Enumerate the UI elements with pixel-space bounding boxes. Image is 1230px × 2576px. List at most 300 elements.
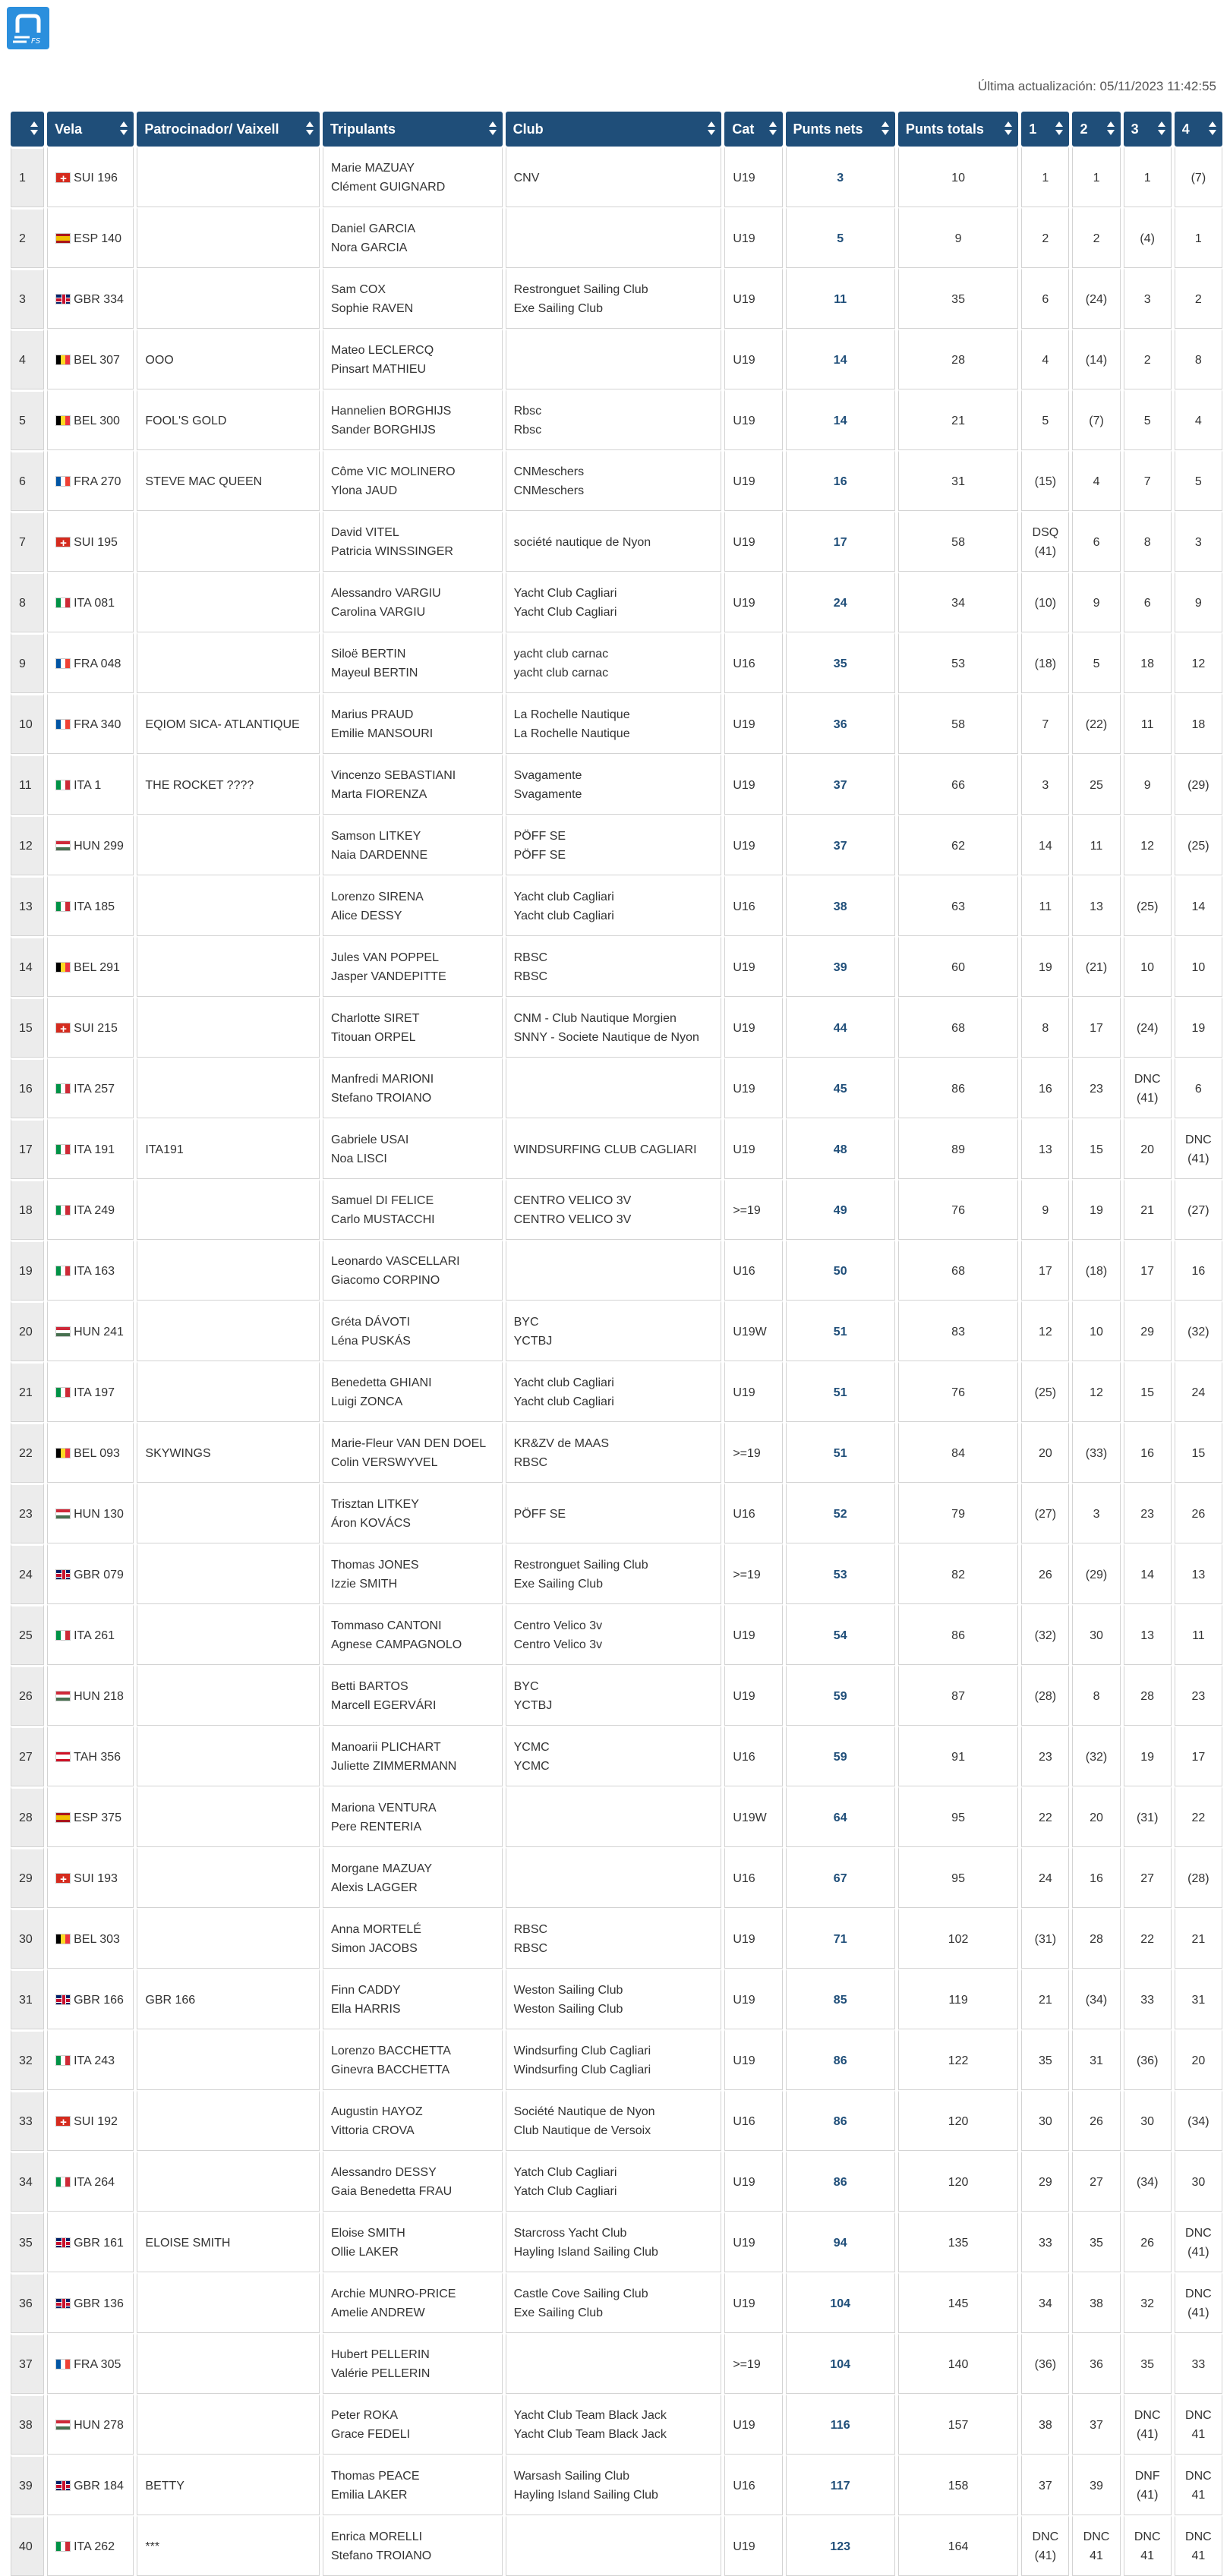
crew-cell xyxy=(323,754,503,815)
crew-member: Hubert PELLERIN xyxy=(331,2348,430,2361)
race-2-cell xyxy=(1072,2333,1120,2394)
race-1-cell xyxy=(1021,572,1069,632)
crew-member: Anna MORTELÉ xyxy=(331,1923,421,1936)
flag-icon xyxy=(55,2480,71,2491)
position-cell xyxy=(11,936,44,997)
crew-cell xyxy=(323,147,503,207)
sail-number: BEL 307 xyxy=(74,353,120,367)
race-score: 16 xyxy=(1038,1082,1052,1096)
position-value: 24 xyxy=(19,1568,33,1581)
sponsor-cell xyxy=(137,389,320,450)
category-cell xyxy=(724,450,782,511)
race-1-cell xyxy=(1021,1969,1069,2029)
race-1-cell xyxy=(1021,936,1069,997)
net-points-value: 59 xyxy=(833,1750,847,1764)
table-row[interactable] xyxy=(11,268,1222,329)
race-score: 14 xyxy=(1140,1568,1155,1581)
race-score: (36) xyxy=(1034,2357,1057,2371)
race-3-cell xyxy=(1124,1604,1172,1665)
race-score: 2 xyxy=(1042,232,1049,245)
race-1-cell xyxy=(1021,2029,1069,2090)
race-4-cell xyxy=(1175,2090,1222,2151)
position-value: 14 xyxy=(19,960,33,974)
race-2-cell xyxy=(1072,1847,1120,1908)
crew-member: Carolina VARGIU xyxy=(331,606,426,619)
crew-member: Peter ROKA xyxy=(331,2409,399,2422)
total-points-value: 31 xyxy=(951,475,965,488)
crew-member: Pinsart MATHIEU xyxy=(331,363,427,376)
table-row[interactable] xyxy=(11,511,1222,572)
net-points-cell xyxy=(786,1483,895,1543)
table-row[interactable] xyxy=(11,2029,1222,2090)
total-points-cell xyxy=(898,2151,1018,2212)
race-3-cell xyxy=(1124,754,1172,815)
race-score: (18) xyxy=(1034,657,1057,670)
sort-icon xyxy=(1004,121,1012,137)
race-score: (15) xyxy=(1034,475,1057,488)
total-points-cell xyxy=(898,1665,1018,1726)
race-1-cell xyxy=(1021,1908,1069,1969)
race-score: 27 xyxy=(1140,1871,1155,1885)
position-value: 4 xyxy=(19,353,26,367)
flag-icon xyxy=(55,2177,71,2187)
net-points-cell xyxy=(786,389,895,450)
table-row[interactable] xyxy=(11,329,1222,389)
crew-member: Colin VERSWYVEL xyxy=(331,1456,438,1469)
club-name: Exe Sailing Club xyxy=(513,302,604,315)
category-value: U19 xyxy=(733,292,755,306)
table-row[interactable] xyxy=(11,754,1222,815)
race-2-cell xyxy=(1072,1908,1120,1969)
net-points-cell xyxy=(786,754,895,815)
total-points-value: 76 xyxy=(951,1203,965,1217)
race-score: (27) xyxy=(1034,1507,1057,1521)
col-race-3[interactable]: 3 xyxy=(1124,112,1172,147)
category-value: U16 xyxy=(733,2114,755,2128)
position-cell xyxy=(11,1240,44,1301)
table-row[interactable] xyxy=(11,147,1222,207)
total-points-cell xyxy=(898,1908,1018,1969)
race-score: 19 xyxy=(1140,1750,1155,1764)
table-row[interactable] xyxy=(11,1483,1222,1543)
sponsor-cell xyxy=(137,2151,320,2212)
race-3-cell xyxy=(1124,815,1172,875)
race-score: 22 xyxy=(1191,1811,1206,1824)
position-value: 36 xyxy=(19,2297,33,2310)
club-cell xyxy=(506,2333,722,2394)
sail-cell xyxy=(47,632,134,693)
net-points-cell xyxy=(786,936,895,997)
total-points-value: 91 xyxy=(951,1750,965,1764)
race-3-cell xyxy=(1124,2212,1172,2272)
race-3-cell xyxy=(1124,147,1172,207)
position-cell xyxy=(11,1665,44,1726)
club-name: Restronguet Sailing Club xyxy=(513,1559,648,1572)
club-name: SNNY - Societe Nautique de Nyon xyxy=(513,1031,699,1044)
crew-cell xyxy=(323,1361,503,1422)
club-name: Yacht club Cagliari xyxy=(513,891,614,903)
total-points-cell xyxy=(898,1179,1018,1240)
net-points-value: 86 xyxy=(833,2054,847,2067)
race-3-cell xyxy=(1124,1422,1172,1483)
race-score: (14) xyxy=(1085,353,1108,367)
race-2-cell xyxy=(1072,936,1120,997)
race-4-cell xyxy=(1175,2151,1222,2212)
race-score: 12 xyxy=(1090,1386,1103,1399)
net-points-cell xyxy=(786,1058,895,1118)
position-value: 9 xyxy=(19,657,26,670)
total-points-value: 119 xyxy=(948,1993,968,2007)
sponsor-name: GBR 166 xyxy=(145,1993,196,2007)
category-cell xyxy=(724,2394,782,2455)
flag-icon xyxy=(55,1934,71,1944)
table-row[interactable] xyxy=(11,997,1222,1058)
category-cell xyxy=(724,2455,782,2515)
crew-cell xyxy=(323,875,503,936)
crew-cell xyxy=(323,511,503,572)
race-1-cell xyxy=(1021,997,1069,1058)
race-score: (32) xyxy=(1034,1629,1057,1642)
category-value: U19 xyxy=(733,1143,755,1156)
col-club[interactable]: Club xyxy=(506,112,722,147)
crew-cell xyxy=(323,1969,503,2029)
position-value: 38 xyxy=(19,2418,33,2432)
table-row[interactable] xyxy=(11,693,1222,754)
col-cat[interactable]: Cat xyxy=(724,112,782,147)
category-value: U19 xyxy=(733,1689,755,1703)
club-name: RBSC xyxy=(513,951,548,964)
col-crew[interactable]: Tripulants xyxy=(323,112,503,147)
table-row[interactable] xyxy=(11,1969,1222,2029)
sail-cell xyxy=(47,1969,134,2029)
position-value: 40 xyxy=(19,2540,33,2553)
total-points-value: 63 xyxy=(951,900,965,913)
sail-number: FRA 340 xyxy=(74,717,121,731)
race-3-cell xyxy=(1124,1908,1172,1969)
race-score: 7 xyxy=(1042,717,1049,731)
table-row[interactable] xyxy=(11,1908,1222,1969)
race-score: (33) xyxy=(1085,1446,1108,1460)
table-row[interactable] xyxy=(11,207,1222,268)
club-name: société nautique de Nyon xyxy=(513,535,651,549)
category-value: U19 xyxy=(733,2297,755,2310)
flag-icon xyxy=(55,1023,71,1033)
sail-cell xyxy=(47,1361,134,1422)
position-cell xyxy=(11,2212,44,2272)
crew-cell xyxy=(323,1240,503,1301)
table-row[interactable] xyxy=(11,1118,1222,1179)
race-3-cell xyxy=(1124,1240,1172,1301)
crew-cell xyxy=(323,268,503,329)
crew-member: Archie MUNRO-PRICE xyxy=(331,2288,456,2300)
race-2-cell xyxy=(1072,207,1120,268)
club-cell xyxy=(506,450,722,511)
sail-cell xyxy=(47,1847,134,1908)
club-name: CNMeschers xyxy=(513,484,585,497)
sort-icon xyxy=(769,121,777,137)
crew-member: Morgane MAZUAY xyxy=(331,1862,433,1875)
flag-icon xyxy=(55,537,71,547)
race-score: 30 xyxy=(1191,2175,1206,2189)
sail-cell xyxy=(47,1301,134,1361)
club-name: yacht club carnac xyxy=(513,648,609,661)
col-race-4[interactable]: 4 xyxy=(1175,112,1222,147)
logo-icon xyxy=(7,7,49,49)
table-row[interactable] xyxy=(11,1726,1222,1786)
club-name: RBSC xyxy=(513,1942,548,1955)
table-row[interactable] xyxy=(11,1179,1222,1240)
table-row[interactable] xyxy=(11,1786,1222,1847)
table-row[interactable] xyxy=(11,1543,1222,1604)
race-1-cell xyxy=(1021,2151,1069,2212)
sponsor-cell xyxy=(137,1179,320,1240)
race-2-cell xyxy=(1072,1240,1120,1301)
crew-cell xyxy=(323,2029,503,2090)
race-score: 13 xyxy=(1038,1143,1052,1156)
race-4-cell xyxy=(1175,1361,1222,1422)
race-4-cell xyxy=(1175,1543,1222,1604)
sponsor-cell xyxy=(137,997,320,1058)
table-row[interactable] xyxy=(11,1361,1222,1422)
sponsor-cell xyxy=(137,632,320,693)
position-cell xyxy=(11,632,44,693)
category-value: U19 xyxy=(733,1021,755,1035)
race-2-cell xyxy=(1072,1604,1120,1665)
sort-icon xyxy=(306,121,314,137)
total-points-cell xyxy=(898,2394,1018,2455)
crew-member: Emilie MANSOURI xyxy=(331,727,434,740)
flag-icon xyxy=(55,597,71,608)
race-score: 19 xyxy=(1038,960,1052,974)
club-name: Hayling Island Sailing Club xyxy=(513,2489,658,2502)
sail-cell xyxy=(47,1726,134,1786)
club-cell xyxy=(506,389,722,450)
table-row[interactable] xyxy=(11,2151,1222,2212)
table-row[interactable] xyxy=(11,1665,1222,1726)
race-score: 9 xyxy=(1194,596,1202,610)
position-cell xyxy=(11,2029,44,2090)
sort-icon xyxy=(30,121,38,137)
col-sail[interactable]: Vela xyxy=(47,112,134,147)
category-cell xyxy=(724,2272,782,2333)
position-cell xyxy=(11,2272,44,2333)
club-cell xyxy=(506,1908,722,1969)
position-value: 10 xyxy=(19,717,33,731)
table-row[interactable] xyxy=(11,875,1222,936)
race-score: 35 xyxy=(1090,2236,1103,2250)
table-row[interactable] xyxy=(11,2515,1222,2576)
col-net[interactable]: Punts nets xyxy=(786,112,895,147)
position-value: 12 xyxy=(19,839,33,853)
crew-member: Gabriele USAI xyxy=(331,1134,409,1146)
race-score: 20 xyxy=(1140,1143,1155,1156)
crew-member: Charlotte SIRET xyxy=(331,1012,420,1025)
race-4-cell xyxy=(1175,632,1222,693)
sail-number: HUN 278 xyxy=(74,2418,124,2432)
category-cell xyxy=(724,693,782,754)
race-score: 38 xyxy=(1090,2297,1103,2310)
net-points-value: 48 xyxy=(833,1143,847,1156)
category-value: U16 xyxy=(733,1264,755,1278)
position-cell xyxy=(11,2455,44,2515)
race-2-cell xyxy=(1072,1422,1120,1483)
flag-icon xyxy=(55,1873,71,1884)
race-score: 21 xyxy=(1191,1932,1206,1946)
table-row[interactable] xyxy=(11,1604,1222,1665)
total-points-value: 34 xyxy=(951,596,965,610)
table-row[interactable] xyxy=(11,1058,1222,1118)
category-cell xyxy=(724,1847,782,1908)
crew-member: Lorenzo BACCHETTA xyxy=(331,2045,451,2057)
total-points-value: 95 xyxy=(951,1811,965,1824)
sponsor-cell xyxy=(137,875,320,936)
club-cell xyxy=(506,1118,722,1179)
col-race-1[interactable]: 1 xyxy=(1021,112,1069,147)
race-2-cell xyxy=(1072,268,1120,329)
table-row[interactable] xyxy=(11,1422,1222,1483)
position-cell xyxy=(11,1604,44,1665)
race-3-cell xyxy=(1124,450,1172,511)
flag-icon xyxy=(55,2420,71,2430)
crew-member: Clément GUIGNARD xyxy=(331,181,446,194)
race-2-cell xyxy=(1072,1483,1120,1543)
crew-member: Tommaso CANTONI xyxy=(331,1619,442,1632)
table-row[interactable] xyxy=(11,2090,1222,2151)
position-value: 15 xyxy=(19,1021,33,1035)
race-score: 23 xyxy=(1090,1082,1103,1096)
race-2-cell xyxy=(1072,1118,1120,1179)
sail-cell xyxy=(47,1786,134,1847)
race-1-cell xyxy=(1021,1604,1069,1665)
race-4-cell xyxy=(1175,1908,1222,1969)
table-row[interactable] xyxy=(11,936,1222,997)
net-points-value: 44 xyxy=(833,1021,847,1035)
total-points-value: 79 xyxy=(951,1507,965,1521)
total-points-cell xyxy=(898,875,1018,936)
col-race-2[interactable]: 2 xyxy=(1072,112,1120,147)
total-points-cell xyxy=(898,511,1018,572)
crew-member: Manfredi MARIONI xyxy=(331,1073,434,1086)
total-points-cell xyxy=(898,207,1018,268)
table-row[interactable] xyxy=(11,389,1222,450)
race-4-cell xyxy=(1175,936,1222,997)
crew-member: Luigi ZONCA xyxy=(331,1395,403,1408)
race-3-cell xyxy=(1124,2333,1172,2394)
race-4-cell xyxy=(1175,1118,1222,1179)
race-3-cell xyxy=(1124,1179,1172,1240)
net-points-cell xyxy=(786,2090,895,2151)
table-row[interactable] xyxy=(11,2212,1222,2272)
sponsor-name: ITA191 xyxy=(145,1143,184,1156)
race-score: 9 xyxy=(1042,1203,1049,1217)
category-cell xyxy=(724,389,782,450)
crew-member: Alessandro VARGIU xyxy=(331,587,441,600)
race-3-cell xyxy=(1124,1665,1172,1726)
category-value: >=19 xyxy=(733,1446,761,1460)
flag-icon xyxy=(55,294,71,304)
col-sponsor[interactable]: Patrocinador/ Vaixell xyxy=(137,112,320,147)
race-1-cell xyxy=(1021,1179,1069,1240)
club-name: Svagamente xyxy=(513,788,582,801)
total-points-value: 95 xyxy=(951,1871,965,1885)
race-score: (32) xyxy=(1085,1750,1108,1764)
category-cell xyxy=(724,2029,782,2090)
club-name: Yacht Club Cagliari xyxy=(513,606,617,619)
total-points-value: 62 xyxy=(951,839,965,853)
race-score: 9 xyxy=(1143,778,1151,792)
race-1-cell xyxy=(1021,632,1069,693)
race-score: (22) xyxy=(1085,717,1108,731)
table-row[interactable] xyxy=(11,2272,1222,2333)
club-cell xyxy=(506,207,722,268)
table-row[interactable] xyxy=(11,1847,1222,1908)
table-row[interactable] xyxy=(11,2455,1222,2515)
net-points-cell xyxy=(786,1665,895,1726)
category-value: U19 xyxy=(733,475,755,488)
flag-icon xyxy=(55,1448,71,1458)
flag-icon xyxy=(55,1387,71,1398)
table-row[interactable] xyxy=(11,2394,1222,2455)
crew-member: Izzie SMITH xyxy=(331,1578,398,1591)
position-cell xyxy=(11,2333,44,2394)
category-value: >=19 xyxy=(733,1568,761,1581)
sail-cell xyxy=(47,2394,134,2455)
table-row[interactable] xyxy=(11,815,1222,875)
col-total[interactable]: Punts totals xyxy=(898,112,1018,147)
flag-icon xyxy=(55,1569,71,1580)
sponsor-cell xyxy=(137,1422,320,1483)
race-score: DSQ (41) xyxy=(1032,526,1059,558)
table-row[interactable] xyxy=(11,2333,1222,2394)
club-name: Centro Velico 3v xyxy=(513,1619,603,1632)
total-points-cell xyxy=(898,1240,1018,1301)
total-points-cell xyxy=(898,1969,1018,2029)
table-row[interactable] xyxy=(11,1301,1222,1361)
position-value: 31 xyxy=(19,1993,33,2007)
crew-member: Vincenzo SEBASTIANI xyxy=(331,769,456,782)
table-row[interactable] xyxy=(11,450,1222,511)
race-score: 13 xyxy=(1090,900,1103,913)
table-row[interactable] xyxy=(11,632,1222,693)
club-name: Yacht club Cagliari xyxy=(513,1376,614,1389)
club-name: KR&ZV de MAAS xyxy=(513,1437,609,1450)
race-score: (31) xyxy=(1136,1811,1159,1824)
race-score: 3 xyxy=(1093,1507,1100,1521)
position-cell xyxy=(11,268,44,329)
race-score: 18 xyxy=(1140,657,1155,670)
category-value: U19 xyxy=(733,2418,755,2432)
net-points-cell xyxy=(786,997,895,1058)
total-points-cell xyxy=(898,1847,1018,1908)
race-4-cell xyxy=(1175,1847,1222,1908)
net-points-value: 71 xyxy=(833,1932,847,1946)
col-pos[interactable] xyxy=(11,112,44,147)
sail-cell xyxy=(47,207,134,268)
app-logo[interactable] xyxy=(7,7,49,49)
sponsor-cell xyxy=(137,1604,320,1665)
position-cell xyxy=(11,2515,44,2576)
net-points-cell xyxy=(786,875,895,936)
category-cell xyxy=(724,2515,782,2576)
total-points-value: 66 xyxy=(951,778,965,792)
race-score: 29 xyxy=(1038,2175,1052,2189)
race-2-cell xyxy=(1072,1726,1120,1786)
position-cell xyxy=(11,1058,44,1118)
race-3-cell xyxy=(1124,1058,1172,1118)
table-row[interactable] xyxy=(11,572,1222,632)
table-row[interactable] xyxy=(11,1240,1222,1301)
crew-member: Naia DARDENNE xyxy=(331,849,428,862)
